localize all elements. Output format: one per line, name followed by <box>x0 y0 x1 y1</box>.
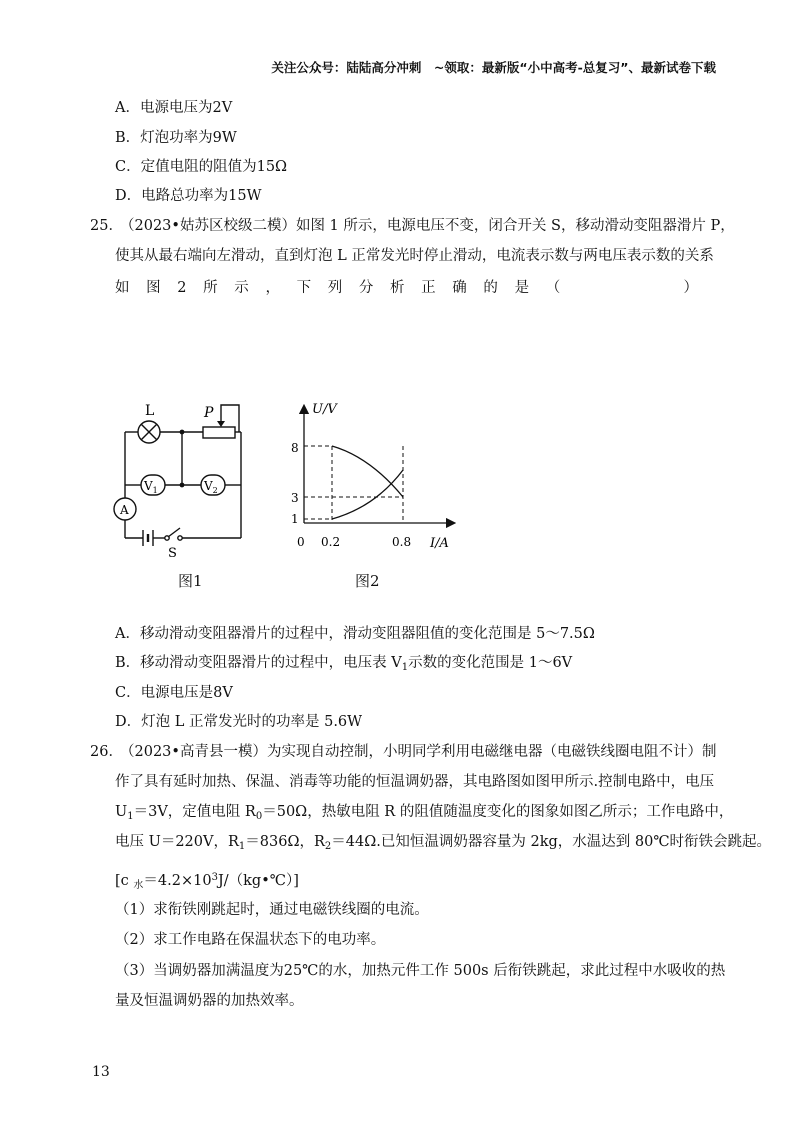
q25-stem-line2: 使其从最右端向左滑动，直到灯泡 L 正常发光时停止滑动，电流表示数与两电压表示数的关系 <box>115 248 714 264</box>
q26-sub1: （1）求衔铁刚跳起时，通过电磁铁线圈的电流。 <box>115 902 429 918</box>
q26-sub2: （2）求工作电路在保温状态下的电功率。 <box>115 932 386 948</box>
q26-stem-line2: 作了具有延时加热、保温、消毒等功能的恒温调奶器，其电路图如图甲所示.控制电路中，电压 <box>115 774 715 790</box>
page-header: 关注公众号：陆陆高分冲刺 ~领取：最新版“小中高考-总复习”、最新试卷下载 <box>271 60 716 75</box>
page-number: 13 <box>92 1064 110 1080</box>
circuit-diagram <box>100 395 260 560</box>
x-tick-0.8: 0.8 <box>392 535 412 549</box>
ammeter-label: A <box>120 503 129 517</box>
q24-option-c: C．定值电阻的阻值为15Ω <box>115 159 288 175</box>
q24-option-d: D．电路总功率为15W <box>115 188 262 204</box>
u-i-graph <box>275 395 475 560</box>
y-tick-3: 3 <box>291 491 299 505</box>
figure-1-label: 图1 <box>178 572 203 590</box>
x-axis-label: I/A <box>430 536 449 551</box>
origin-label: 0 <box>297 535 305 549</box>
q25-number: 25． <box>90 218 123 234</box>
q26-sub3-cont: 量及恒温调奶器的加热效率。 <box>115 993 304 1009</box>
q26-stem-line1: （2023•高青县一模）为实现自动控制，小明同学利用电磁继电器（电磁铁线圈电阻不计）制 <box>120 744 717 760</box>
v2-label: $V_2$ <box>204 479 218 495</box>
q25-option-c: C．电源电压是8V <box>115 685 233 701</box>
q26-stem-line4: 电压 U＝220V，$R_1=836\Omega$，$R_2=44\Omega$.已知恒温调奶器容量为 2kg，水温达到 80℃时衔铁会跳起。 <box>115 834 772 852</box>
q26-number: 26． <box>90 744 123 760</box>
q25-option-a: A．移动滑动变阻器滑片的过程中，滑动变阻器阻值的变化范围是 5～7.5Ω <box>115 626 595 642</box>
v2-curve <box>332 446 403 497</box>
q25-option-b: B．移动滑动变阻器滑片的过程中，电压表 $V_1$示数的变化范围是 1～6V <box>115 655 573 673</box>
slider-label: P <box>204 405 214 421</box>
switch-label: S <box>168 546 177 560</box>
q25-stem-line1: （2023•姑苏区校级二模）如图 1 所示，电源电压不变，闭合开关 S，移动滑动变阻器滑片 P， <box>120 218 735 234</box>
v1-label: $V_1$ <box>144 479 158 495</box>
v1-curve <box>332 470 403 519</box>
q26-stem-line3: $U_1=3V$，定值电阻 $R_0=50\Omega$，热敏电阻 R 的阻值随温度变化的图象如图乙所示；工作电路中， <box>115 804 734 822</box>
switch-symbol <box>165 528 182 540</box>
q25-stem-line3: 如 图 2 所 示 ， 下 列 分 析 正 确 的 是 （ ） <box>115 280 698 296</box>
figure-2-label: 图2 <box>355 572 380 590</box>
y-tick-1: 1 <box>291 512 299 526</box>
q24-option-a: A．电源电压为2V <box>115 100 233 116</box>
y-axis-label: U/V <box>312 402 337 417</box>
x-tick-0.2: 0.2 <box>321 535 341 549</box>
q25-option-d: D．灯泡 L 正常发光时的功率是 5.6W <box>115 714 363 730</box>
lamp-label: L <box>145 403 155 419</box>
q26-specific-heat: [c $_水=4.2\times 10^3J/(kg•℃)$] <box>115 872 299 891</box>
q26-sub3: （3）当调奶器加满温度为25℃的水，加热元件工作 500s 后衔铁跳起，求此过程中水吸收的热 <box>115 963 726 979</box>
lamp-symbol <box>138 421 160 443</box>
q24-option-b: B．灯泡功率为9W <box>115 130 237 146</box>
rheostat-symbol <box>203 427 235 438</box>
battery-symbol <box>143 530 153 546</box>
y-tick-8: 8 <box>291 441 299 455</box>
